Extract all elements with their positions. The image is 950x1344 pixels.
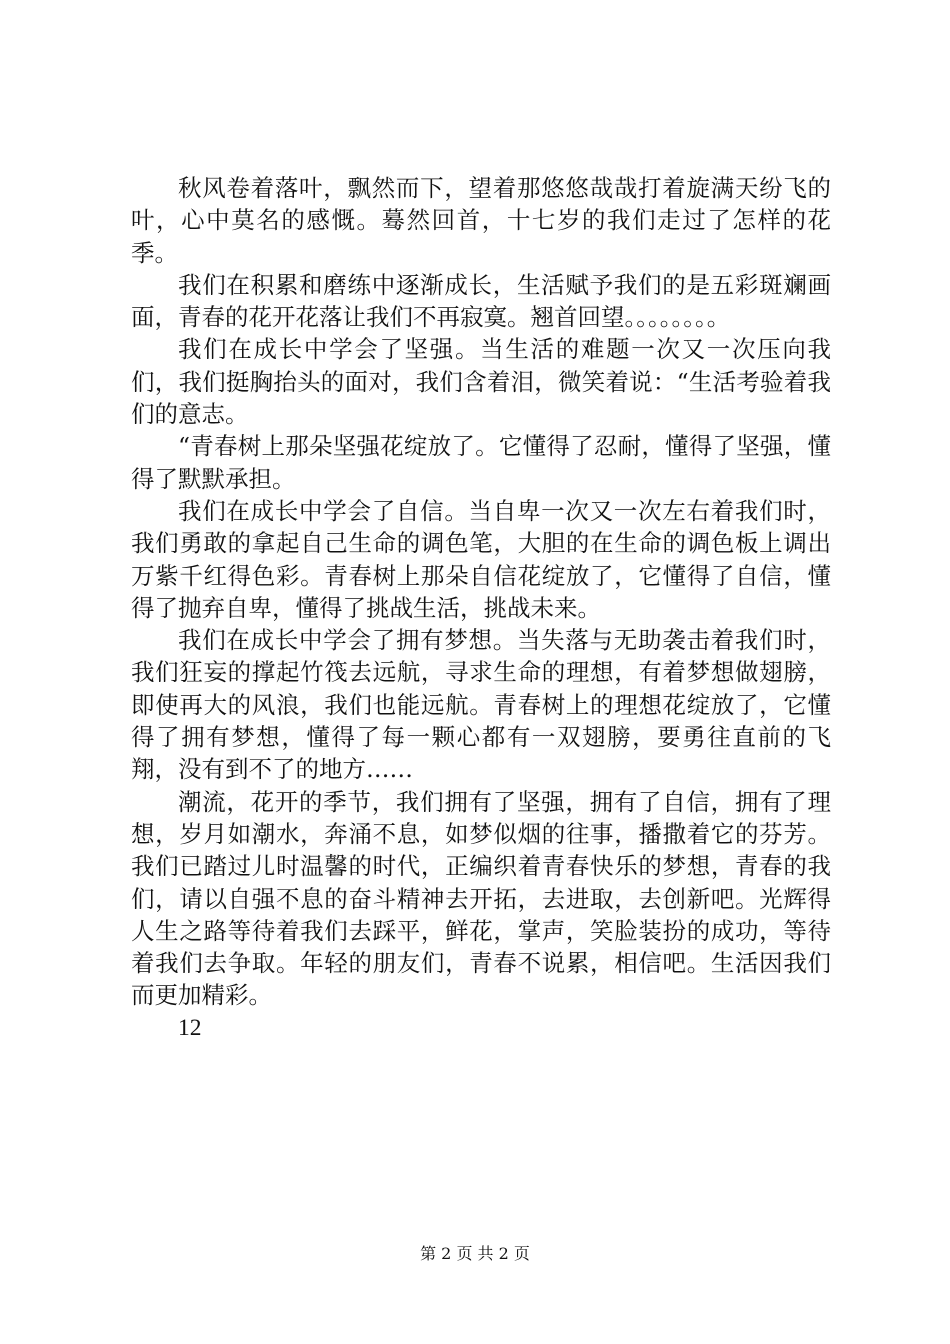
document-body [131, 172, 831, 1044]
page-footer: 第 2 页 共 2 页 [420, 1244, 530, 1263]
paragraph: “青春树上那朵坚强花绽放了。它懂得了忍耐，懂得了坚强，懂得了默默承担。 [131, 432, 831, 493]
paragraph: 我们在成长中学会了坚强。当生活的难题一次又一次压向我们，我们挺胸抬头的面对，我们含着泪，微笑着说：“生活考验着我们的意志。 [131, 335, 831, 429]
paragraph: 我们在成长中学会了拥有梦想。当失落与无助袭击着我们时，我们狂妄的撑起竹筏去远航，寻求生命的理想，有着梦想做翅膀，即使再大的风浪，我们也能远航。青春树上的理想花绽放了，它懂得了拥有梦想，懂得了每一颗心都有一双翅膀，要勇往直前的飞翔，没有到不了的地方…… [131, 626, 831, 784]
paragraph: 我们在积累和磨练中逐渐成长，生活赋予我们的是五彩斑斓画面，青春的花开花落让我们不再寂寞。翘首回望。。。。。。。。 [131, 270, 831, 332]
paragraph: 潮流，花开的季节，我们拥有了坚强，拥有了自信，拥有了理想，岁月如潮水，奔涌不息，如梦似烟的往事，播撒着它的芬芳。我们已踏过儿时温馨的时代，正编织着青春快乐的梦想，青春的我们，请以自强不息的奋斗精神去开拓，去进取，去创新吧。光辉得人生之路等待着我们去踩平，鲜花，掌声，笑脸装扮的成功，等待着我们去争取。年轻的朋友们，青春不说累，相信吧。生活因我们而更加精彩。 [131, 787, 831, 1010]
paragraph: 我们在成长中学会了自信。当自卑一次又一次左右着我们时，我们勇敢的拿起自己生命的调色笔，大胆的在生命的调色板上调出万紫千红得色彩。青春树上那朵自信花绽放了，它懂得了自信，懂得了抛弃自卑，懂得了挑战生活，挑战未来。 [131, 496, 831, 622]
trailing-number: 12 [178, 1014, 202, 1041]
paragraph: 秋风卷着落叶，飘然而下，望着那悠悠哉哉打着旋满天纷飞的叶，心中莫名的感慨。蓦然回首，十七岁的我们走过了怎样的花季。 [131, 174, 831, 267]
